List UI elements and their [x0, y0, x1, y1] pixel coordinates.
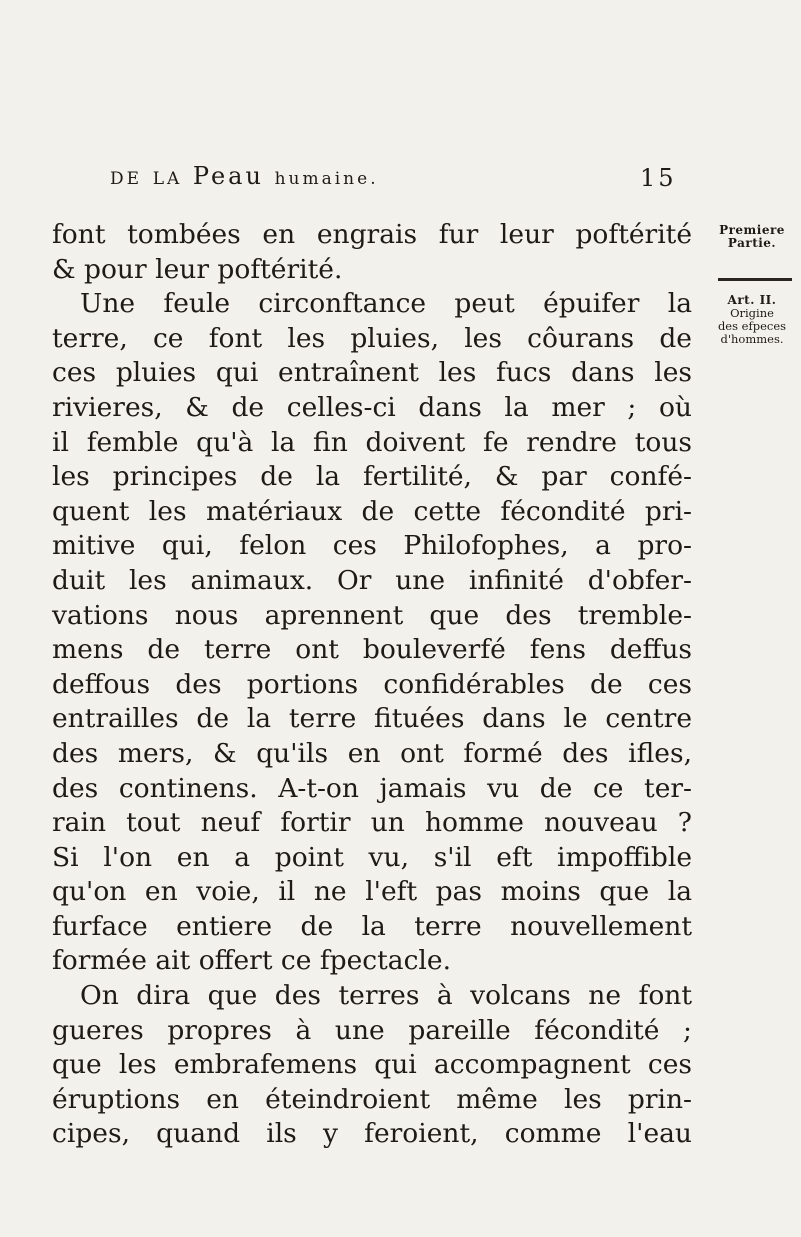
- text-line: gueres propres à une pareille fécondité ;: [52, 1014, 692, 1046]
- running-title-peau: Peau: [192, 162, 264, 190]
- margin-art-line1: Art. II.: [727, 293, 777, 307]
- text-line: des mers, & qu'ils en ont formé des ifles,: [52, 737, 692, 769]
- margin-part-line2: Partie.: [727, 236, 777, 250]
- running-title: [110, 162, 379, 190]
- running-head: [110, 162, 677, 202]
- text-line: les principes de la fertilité, & par confé-: [52, 461, 692, 493]
- text-line: rain tout neuf fortir un homme nouveau ?: [52, 807, 692, 839]
- text-line: & pour leur poftérité.: [52, 253, 343, 285]
- running-title-la: LA: [152, 169, 183, 189]
- margin-note-article: [706, 294, 798, 346]
- text-line: que les embrafemens qui accompagnent ces: [52, 1049, 692, 1081]
- text-line: formée ait offert ce fpectacle.: [52, 945, 452, 977]
- running-title-de: DE: [110, 169, 143, 189]
- text-line: mens de terre ont bouleverfé fens deffus: [52, 634, 692, 666]
- text-line: des continens. A-t-on jamais vu de ce ter-: [52, 772, 692, 804]
- text-line: deffous des portions confidérables de ces: [52, 668, 692, 700]
- text-line: quent les matériaux de cette fécondité pri-: [52, 495, 692, 527]
- body-text: [52, 218, 692, 1152]
- margin-art-line2: Origine: [730, 306, 774, 320]
- text-line: entrailles de la terre fituées dans le centre: [52, 703, 692, 735]
- text-line: il femble qu'à la fin doivent fe rendre tous: [52, 426, 692, 458]
- text-line: mitive qui, felon ces Philofophes, a pro-: [52, 530, 692, 562]
- text-line: rivieres, & de celles-ci dans la mer ; où: [52, 391, 692, 423]
- text-line: duit les animaux. Or une infinité d'obfer-: [52, 564, 692, 596]
- page-number: 15: [640, 164, 677, 192]
- margin-note-part: [706, 224, 798, 250]
- text-line: Si l'on en a point vu, s'il eft impoffible: [52, 841, 692, 873]
- text-line: Une feule circonftance peut épuifer la: [80, 288, 692, 320]
- text-line: vations nous aprennent que des tremble-: [52, 599, 692, 631]
- text-line: ces pluies qui entraînent les fucs dans les: [52, 357, 692, 389]
- margin-part-line1: Premiere: [719, 223, 785, 237]
- margin-art-line4: d'hommes.: [720, 332, 784, 346]
- text-line: qu'on en voie, il ne l'eft pas moins que la: [52, 876, 692, 908]
- text-line: terre, ce font les pluies, les côurans de: [52, 322, 692, 354]
- text-line: On dira que des terres à volcans ne font: [80, 980, 692, 1012]
- text-line: font tombées en engrais fur leur poftérité: [52, 219, 692, 250]
- text-line: cipes, quand ils y feroient, comme l'eau: [52, 1118, 692, 1150]
- running-title-humaine: humaine.: [274, 169, 379, 189]
- text-line: furface entiere de la terre nouvellement: [52, 910, 692, 942]
- text-line: éruptions en éteindroient même les prin-: [52, 1083, 692, 1115]
- margin-art-line3: des efpeces: [717, 319, 787, 333]
- margin-rule: [718, 278, 792, 281]
